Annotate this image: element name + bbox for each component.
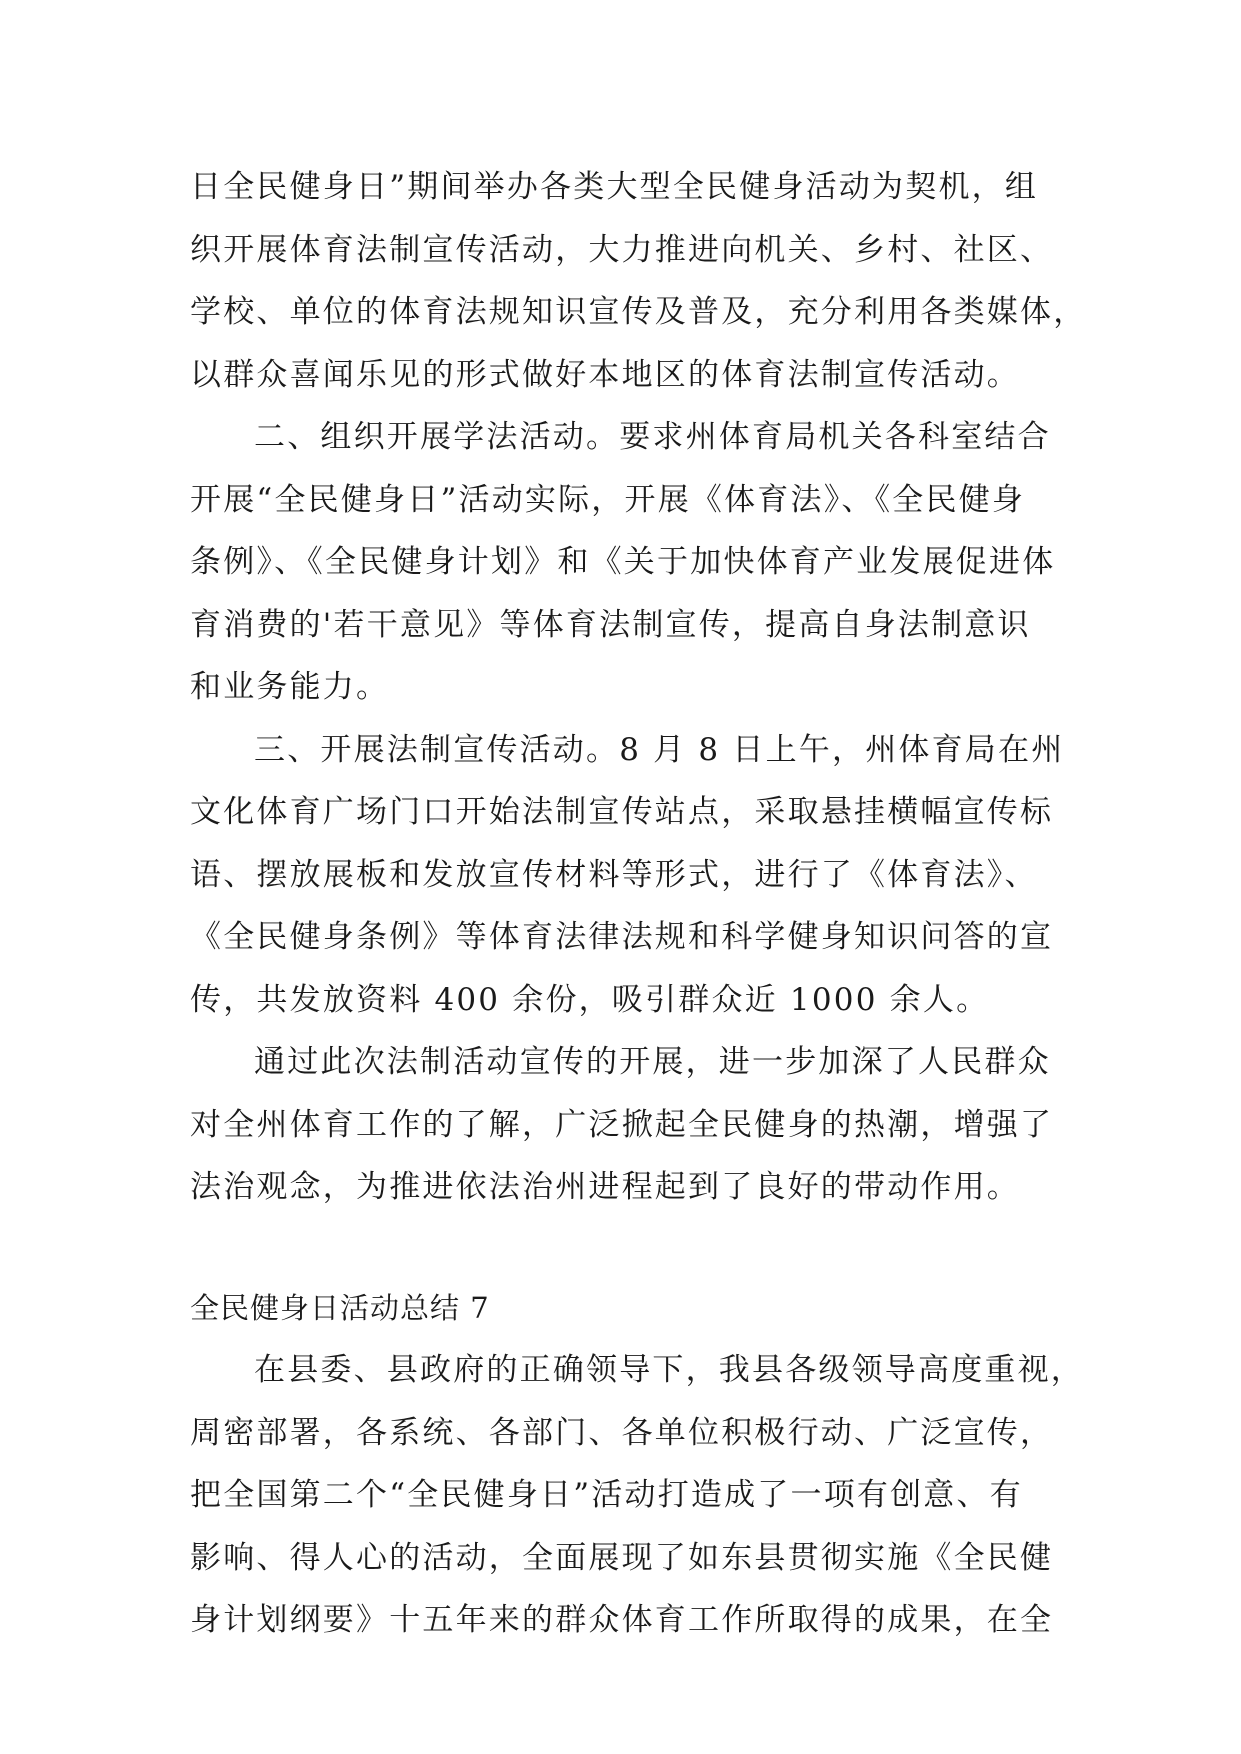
body-line: 织开展体育法制宣传活动，大力推进向机关、乡村、社区、 [190, 231, 1054, 268]
paragraph-start-line: 三、开展法制宣传活动。8 月 8 日上午，州体育局在州 [254, 731, 1065, 768]
body-line: 影响、得人心的活动，全面展现了如东县贯彻实施《全民健 [190, 1539, 1054, 1576]
body-line: 周密部署，各系统、各部门、各单位积极行动、广泛宣传， [190, 1414, 1054, 1451]
body-line: 传，共发放资料 400 余份，吸引群众近 1000 余人。 [190, 981, 990, 1018]
body-line: 对全州体育工作的了解，广泛掀起全民健身的热潮，增强了 [190, 1106, 1054, 1143]
body-line: 把全国第二个“全民健身日”活动打造成了一项有创意、有 [190, 1477, 1023, 1513]
section-spacer [190, 1219, 1070, 1277]
body-line: 身计划纲要》十五年来的群众体育工作所取得的成果，在全 [190, 1602, 1054, 1638]
paragraph-start-line: 通过此次法制活动宣传的开展，进一步加深了人民群众 [254, 1044, 1051, 1080]
body-line: 日全民健身日”期间举办各类大型全民健身活动为契机，组 [190, 169, 1039, 205]
body-line: 育消费的'若干意见》等体育法制宣传，提高自身法制意识 [190, 606, 1031, 643]
body-line: 开展“全民健身日”活动实际，开展《体育法》、《全民健身 [190, 481, 1026, 518]
document-page [190, 156, 1087, 1652]
body-line: 以群众喜闻乐见的形式做好本地区的体育法制宣传活动。 [190, 356, 1020, 393]
body-line: 学校、单位的体育法规知识宣传及普及，充分利用各类媒体， [190, 294, 1087, 330]
body-line: 语、摆放展板和发放宣传材料等形式，进行了《体育法》、 [190, 856, 1038, 893]
section-title: 全民健身日活动总结 7 [190, 1290, 490, 1325]
body-line: 《全民健身条例》等体育法律法规和科学健身知识问答的宣 [190, 919, 1054, 955]
paragraph-start-line: 二、组织开展学法活动。要求州体育局机关各科室结合 [254, 419, 1051, 455]
body-line: 条例》、《全民健身计划》和《关于加快体育产业发展促进体 [190, 544, 1056, 580]
paragraph-start-line: 在县委、县政府的正确领导下，我县各级领导高度重视， [254, 1352, 1084, 1388]
body-line: 和业务能力。 [190, 669, 390, 705]
body-line: 法治观念，为推进依法治州进程起到了良好的带动作用。 [190, 1169, 1020, 1205]
body-line: 文化体育广场门口开始法制宣传站点，采取悬挂横幅宣传标 [190, 794, 1054, 830]
